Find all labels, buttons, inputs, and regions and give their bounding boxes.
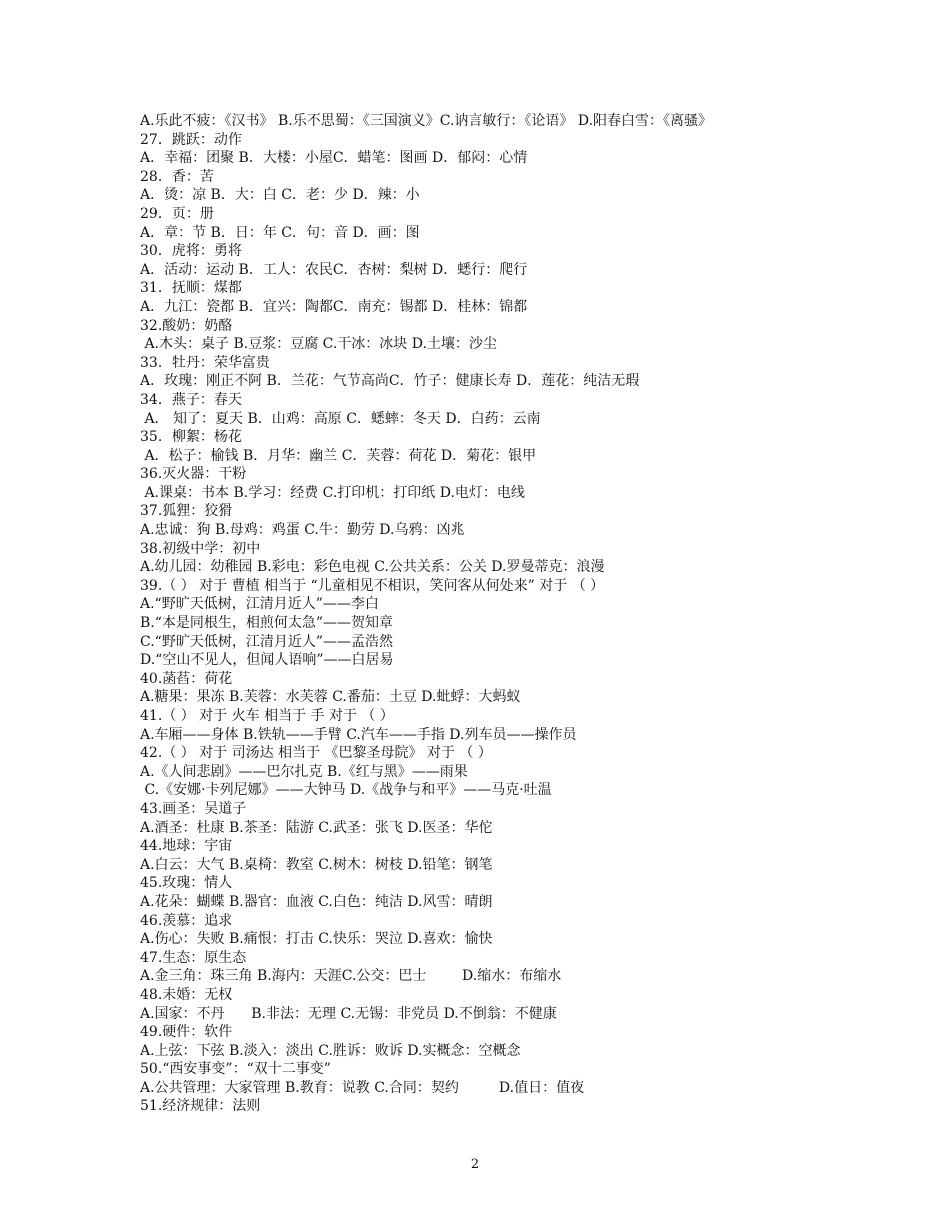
text-line: 33．牡丹：荣华富贵 bbox=[140, 354, 270, 371]
text-line: 37.狐狸：狡猾 bbox=[140, 503, 233, 520]
text-line: A.糖果：果冻 B.芙蓉：水芙蓉 C.番茄：土豆 D.蚍蜉：大蚂蚁 bbox=[140, 689, 521, 706]
text-line: 43.画圣：吴道子 bbox=[140, 800, 247, 817]
text-line: 32.酸奶：奶酪 bbox=[140, 317, 233, 334]
text-line: A．活动：运动 B．工人：农民C．杏树：梨树 D．蟋行：爬行 bbox=[140, 261, 528, 278]
text-line: 46.羡慕：追求 bbox=[140, 912, 233, 929]
text-line: A．九江：瓷都 B．宜兴：陶都C．南充：锡都 D．桂林：锦都 bbox=[140, 298, 528, 315]
text-line: 44.地球：宇宙 bbox=[140, 838, 233, 855]
text-line: A.酒圣：杜康 B.茶圣：陆游 C.武圣：张飞 D.医圣：华佗 bbox=[140, 819, 493, 836]
text-line: 50.“西安事变”：“双十二事变” bbox=[140, 1061, 331, 1078]
text-line: 27．跳跃：动作 bbox=[140, 131, 242, 148]
text-line: A.伤心：失败 B.痛恨：打击 C.快乐：哭泣 D.喜欢：愉快 bbox=[140, 931, 493, 948]
text-line: 31．抚顺：煤都 bbox=[140, 280, 242, 297]
text-line: C.“野旷天低树，江清月近人”——孟浩然 bbox=[140, 633, 393, 650]
text-line: A.木头：桌子 B.豆浆：豆腐 C.干冰：冰块 D.土壤：沙尘 bbox=[140, 336, 497, 353]
text-line: A.乐此不疲：《汉书》 B.乐不思蜀：《三国演义》C.讷言敏行：《论语》 D.阳春白雪：《离骚》 bbox=[140, 113, 713, 129]
text-line: C.《安娜·卡列尼娜》——大钟马 D.《战争与和平》——马克·吐温 bbox=[140, 782, 552, 799]
text-line: 51.经济规律：法则 bbox=[140, 1098, 261, 1115]
text-line: A.幼儿园：幼稚园 B.彩电：彩色电视 C.公共关系：公关 D.罗曼蒂克：浪漫 bbox=[140, 559, 605, 576]
text-line: 40.菡萏：荷花 bbox=[140, 670, 233, 687]
text-line: 39.（ ） 对于 曹植 相当于 “儿童相见不相识，笑问客从何处来” 对于 （ ） bbox=[140, 577, 605, 594]
document-body bbox=[140, 112, 940, 1116]
text-line: A.国家：不丹 B.非法：无理 C.无锡：非党员 D.不倒翁：不健康 bbox=[140, 1005, 557, 1022]
text-line: 49.硬件：软件 bbox=[140, 1024, 233, 1041]
text-line: A.公共管理：大家管理 B.教育：说教 C.合同：契约 D.值日：值夜 bbox=[140, 1079, 585, 1096]
text-line: 45.玫瑰：情人 bbox=[140, 875, 233, 892]
text-line: A.车厢——身体 B.铁轨——手臂 C.汽车——手指 D.列车员——操作员 bbox=[140, 726, 577, 743]
text-line: 42.（ ） 对于 司汤达 相当于 《巴黎圣母院》 对于 （ ） bbox=[140, 745, 492, 762]
text-line: 47.生态：原生态 bbox=[140, 949, 247, 966]
text-line: 48.未婚：无权 bbox=[140, 986, 233, 1003]
text-line: A.《人间悲剧》——巴尔扎克 B.《红与黑》——雨果 bbox=[140, 763, 468, 780]
text-line: A.忠诚：狗 B.母鸡：鸡蛋 C.牛：勤劳 D.乌鸦：凶兆 bbox=[140, 522, 465, 539]
text-line: A.金三角：珠三角 B.海内：天涯C.公交：巴士 D.缩水：布缩水 bbox=[140, 968, 562, 985]
text-line: D.“空山不见人，但闻人语响”——白居易 bbox=[140, 652, 394, 669]
text-line: A.上弦：下弦 B.淡入：淡出 C.胜诉：败诉 D.实概念：空概念 bbox=[140, 1042, 521, 1059]
text-line: 34．燕子：春天 bbox=[140, 391, 242, 408]
text-line: 29．页：册 bbox=[140, 205, 214, 222]
text-line: A.课桌：书本 B.学习：经费 C.打印机：打印纸 D.电灯：电线 bbox=[140, 484, 525, 501]
text-line: A．烫：凉 B．大：白 C．老：少 D．辣：小 bbox=[140, 187, 420, 204]
text-line: A.花朵：蝴蝶 B.器官：血液 C.白色：纯洁 D.风雪：晴朗 bbox=[140, 893, 493, 910]
page-number: 2 bbox=[470, 1157, 480, 1172]
text-line: 41.（ ） 对于 火车 相当于 手 对于 （ ） bbox=[140, 708, 394, 724]
text-line: A．松子：榆钱 B．月华：幽兰 C．芙蓉：荷花 D．菊花：银甲 bbox=[140, 447, 537, 464]
text-line: A．章：节 B．日：年 C．句：音 D．画：图 bbox=[140, 224, 420, 241]
text-line: 28．香：苦 bbox=[140, 168, 214, 185]
text-line: A.“野旷天低树，江清月近人”——李白 bbox=[140, 596, 379, 613]
text-line: A． 知了：夏天 B．山鸡：高原 C．蟋蟀：冬天 D．白药：云南 bbox=[140, 410, 541, 427]
text-line: A．幸福：团聚 B．大楼：小屋C．蜡笔：图画 D．郁闷：心情 bbox=[140, 150, 528, 167]
text-line: 30．虎将：勇将 bbox=[140, 243, 242, 260]
text-line: 35．柳絮：杨花 bbox=[140, 429, 242, 446]
text-line: B.“本是同根生，相煎何太急”——贺知章 bbox=[140, 615, 394, 632]
text-line: A.白云：大气 B.桌椅：教室 C.树木：树枝 D.铅笔：钢笔 bbox=[140, 856, 493, 873]
text-line: A．玫瑰：刚正不阿 B．兰花：气节高尚C．竹子：健康长寿 D．莲花：纯洁无瑕 bbox=[140, 373, 640, 390]
text-line: 36.灭火器：干粉 bbox=[140, 466, 247, 483]
text-line: 38.初级中学：初中 bbox=[140, 540, 261, 557]
